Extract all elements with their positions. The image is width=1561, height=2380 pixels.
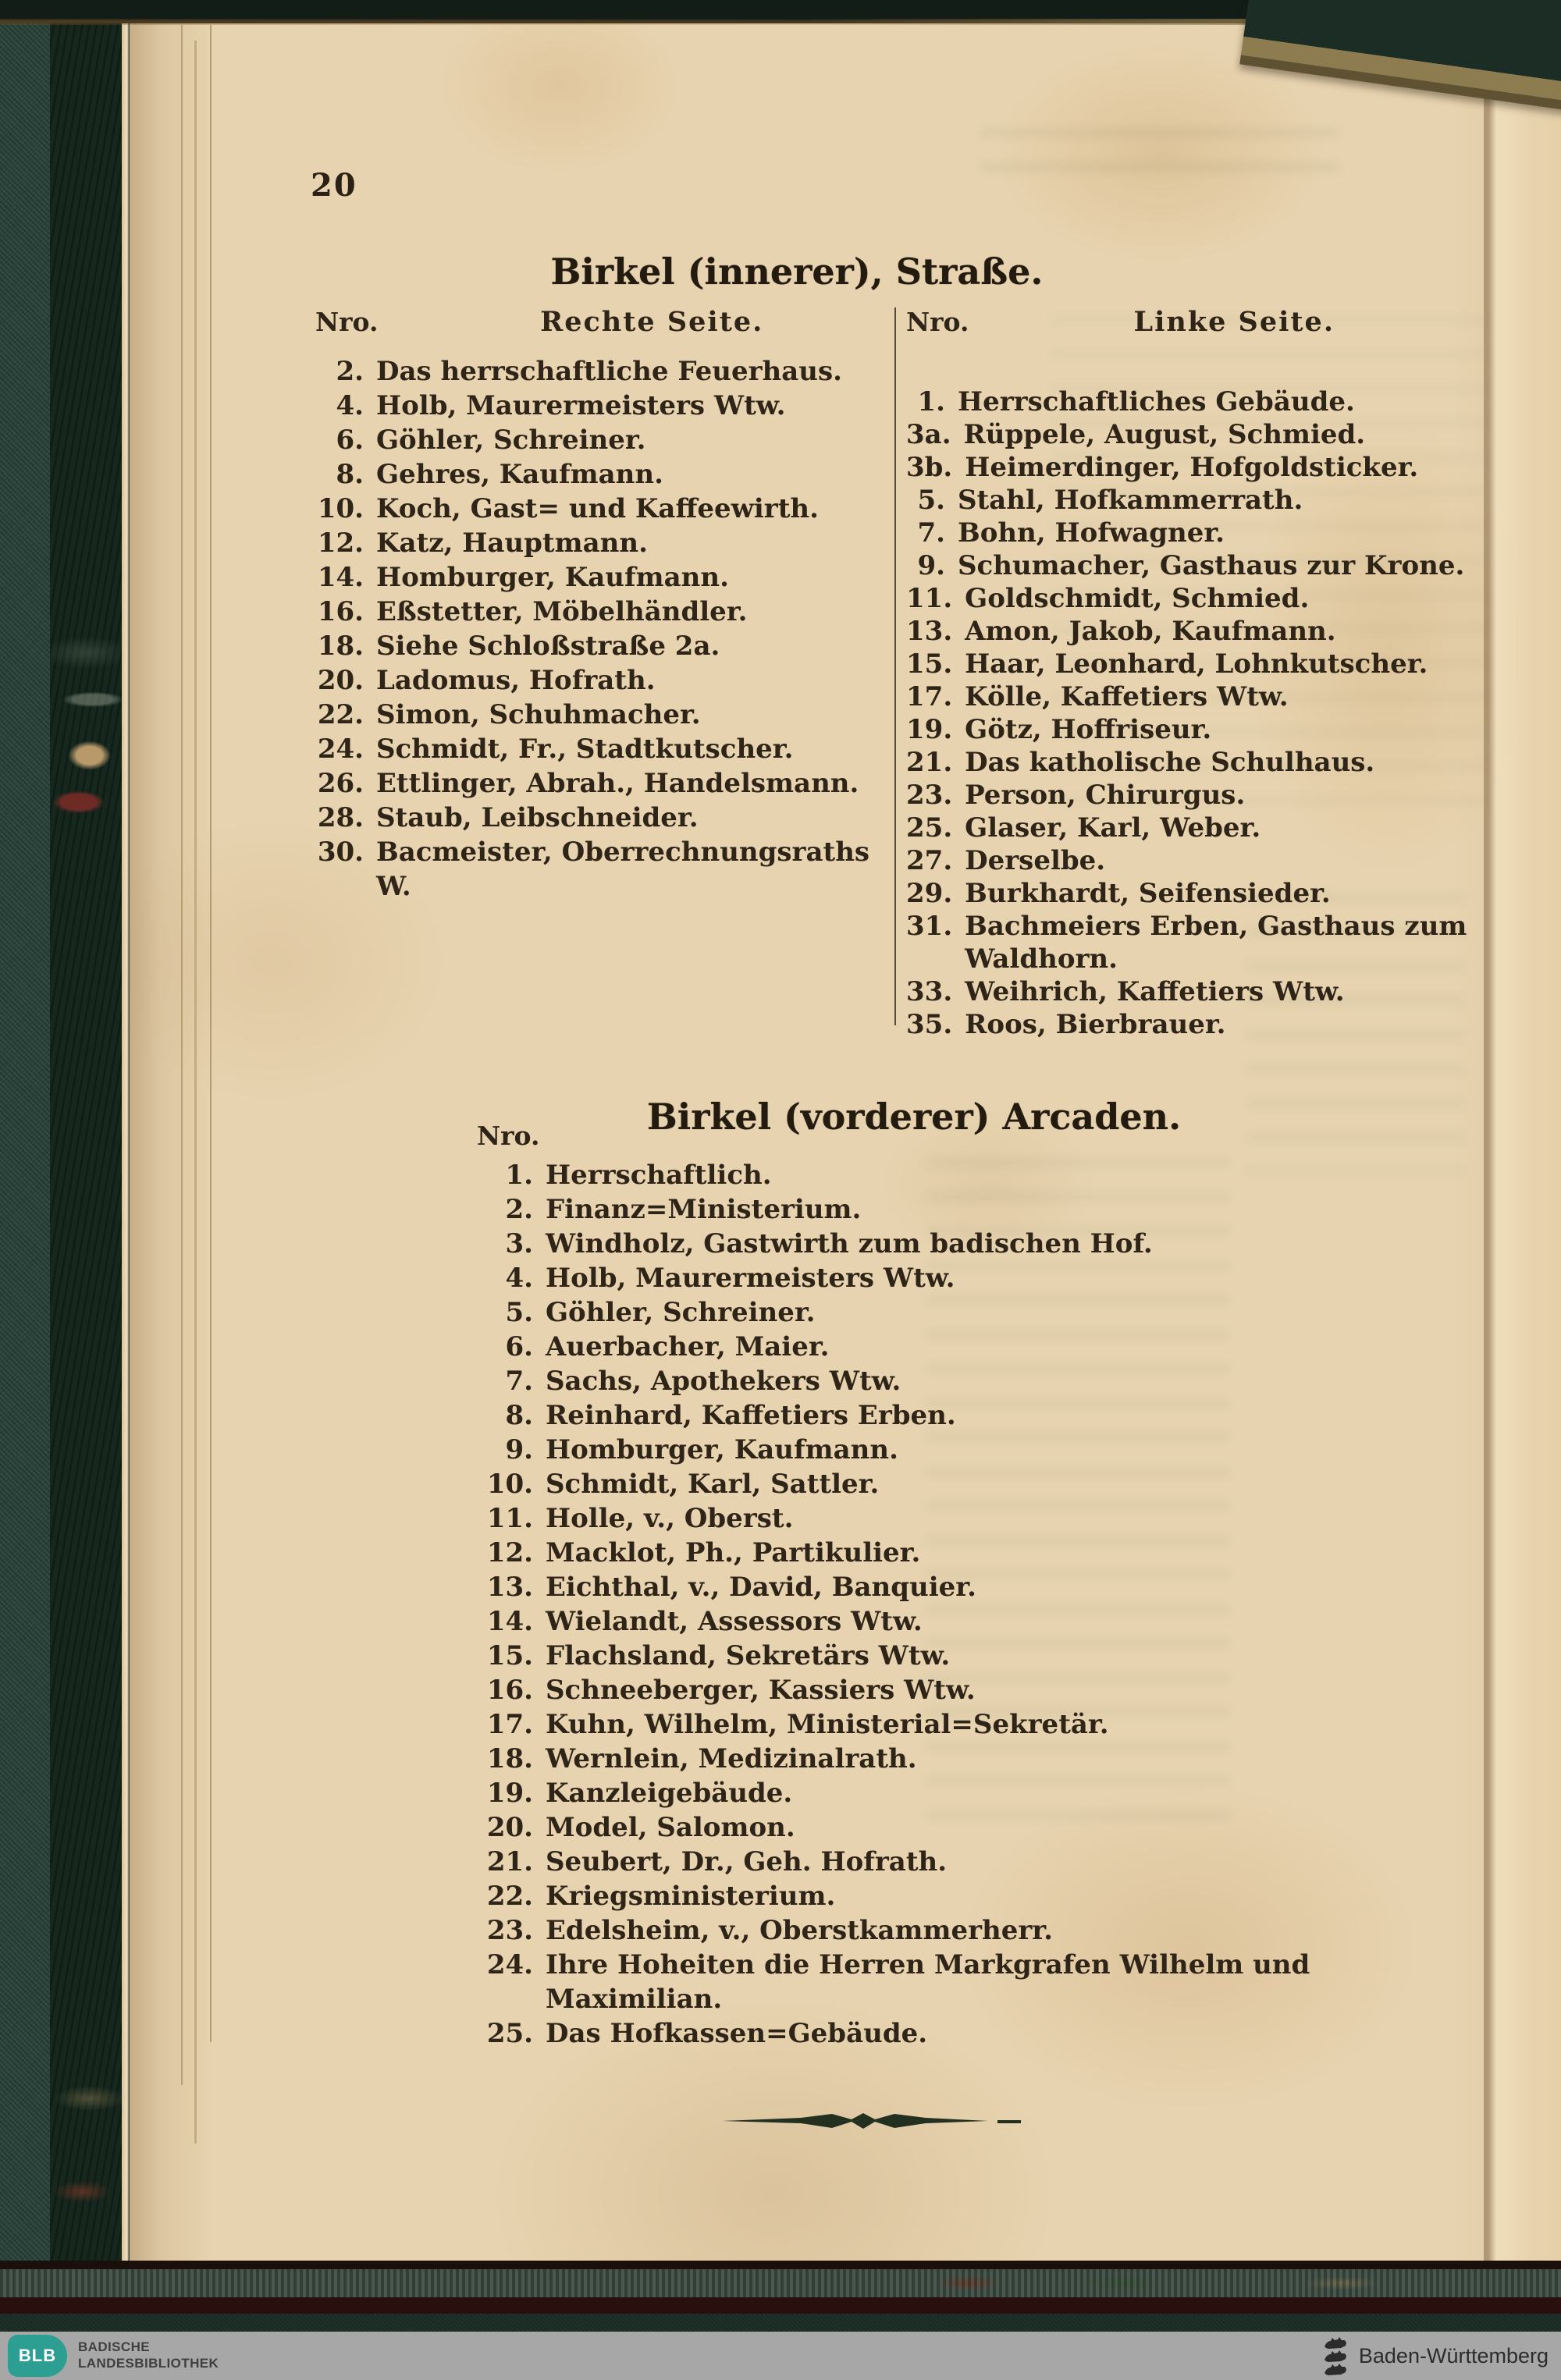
directory-entry: [906, 385, 1499, 418]
entry-text: Holb, Maurermeisters Wtw.: [546, 1263, 955, 1294]
entry-number: 9.: [505, 1434, 533, 1465]
entry-number: 19.: [906, 714, 953, 745]
entry-number: 17.: [906, 681, 953, 712]
directory-entry: [465, 1433, 1324, 1467]
entry-number: 27.: [906, 845, 953, 876]
entry-number: 5.: [917, 485, 945, 516]
entry-text: Goldschmidt, Schmied.: [965, 583, 1310, 614]
entry-text: Göhler, Schreiner.: [376, 424, 646, 456]
cover-bottom-cloth: [0, 2269, 1561, 2297]
directory-entry: [465, 1295, 1324, 1330]
coat-of-arms-icon: [1321, 2336, 1349, 2376]
directory-entry: [906, 975, 1499, 1008]
entry-text: Katz, Hauptmann.: [376, 528, 648, 559]
entry-number: 26.: [317, 768, 364, 799]
directory-entry: [906, 1008, 1499, 1041]
entry-text: Windholz, Gastwirth zum badischen Hof.: [546, 1228, 1153, 1259]
cover-bottom-felt: [0, 2314, 1561, 2332]
column-header-row: [315, 306, 885, 342]
entry-text: Schumacher, Gasthaus zur Krone.: [958, 550, 1465, 581]
entry-text: Das katholische Schulhaus.: [965, 747, 1375, 778]
entry-number: 21.: [486, 1846, 533, 1877]
entry-number: 5.: [505, 1297, 533, 1328]
library-footer-bar: [0, 2332, 1561, 2380]
entry-number: 11.: [906, 583, 953, 614]
entry-number: 25.: [486, 2018, 533, 2049]
entry-text: Homburger, Kaufmann.: [376, 562, 729, 593]
entry-text: Bachmeiers Erben, Gasthaus zum Waldhorn.: [965, 911, 1467, 975]
entry-text: Schneeberger, Kassiers Wtw.: [546, 1675, 976, 1706]
directory-entry: [906, 877, 1499, 910]
column-header-row: [906, 306, 1499, 342]
entry-list: [315, 354, 885, 904]
entry-text: Kriegsministerium.: [546, 1881, 836, 1912]
directory-entry: [465, 1639, 1324, 1673]
directory-entry: [906, 746, 1499, 779]
directory-entry: [465, 1707, 1324, 1742]
entry-number: 7.: [917, 517, 945, 549]
directory-entry: [315, 835, 885, 904]
entry-number: 7.: [505, 1366, 533, 1397]
entry-text: Model, Salomon.: [546, 1812, 795, 1843]
entry-number: 23.: [486, 1915, 533, 1946]
entry-text: Haar, Leonhard, Lohnkutscher.: [965, 648, 1428, 680]
entry-number: 24.: [317, 734, 364, 765]
library-name: [78, 2339, 219, 2371]
entry-text: Wernlein, Medizinalrath.: [546, 1743, 917, 1774]
entry-text: Siehe Schloßstraße 2a.: [376, 631, 720, 662]
entry-text: Kuhn, Wilhelm, Ministerial=Sekretär.: [546, 1709, 1109, 1740]
entry-number: 14.: [486, 1606, 533, 1637]
entry-text: Simon, Schuhmacher.: [376, 699, 701, 730]
entry-text: Staub, Leibschneider.: [376, 802, 699, 833]
entry-number: 3.: [505, 1228, 533, 1259]
entry-text: Stahl, Hofkammerrath.: [958, 485, 1303, 516]
library-name-line2: LANDESBIBLIOTHEK: [78, 2356, 219, 2371]
entry-number: 16.: [486, 1675, 533, 1706]
column-header: Rechte Seite.: [540, 306, 764, 338]
directory-entry: [315, 560, 885, 595]
directory-entry: [906, 451, 1499, 484]
entry-number: 22.: [317, 699, 364, 730]
entry-text: Koch, Gast= und Kaffeewirth.: [376, 493, 819, 524]
entry-number: 15.: [906, 648, 953, 680]
directory-entry: [465, 1501, 1324, 1536]
entry-number: 29.: [906, 878, 953, 909]
directory-entry: [906, 713, 1499, 746]
entry-number: 6.: [505, 1331, 533, 1362]
page-edge: [122, 0, 130, 2263]
entry-number: 9.: [917, 550, 945, 581]
directory-entry: [465, 1536, 1324, 1570]
entry-text: Das herrschaftliche Feuerhaus.: [376, 356, 842, 387]
entry-text: Sachs, Apothekers Wtw.: [546, 1366, 901, 1397]
entry-number: 17.: [486, 1709, 533, 1740]
directory-entry: [315, 423, 885, 457]
directory-entry: [315, 766, 885, 801]
section1-right-side-column: [315, 306, 885, 904]
entry-number: 23.: [906, 780, 953, 811]
marbled-endpaper: [50, 0, 122, 2332]
entry-text: Burkhardt, Seifensieder.: [965, 878, 1331, 909]
entry-number: 6.: [336, 424, 364, 456]
worn-gilt-edge: [0, 19, 1342, 25]
entry-number: 10.: [317, 493, 364, 524]
entry-text: Gehres, Kaufmann.: [376, 459, 663, 490]
entry-number: 4.: [505, 1263, 533, 1294]
entry-text: Ladomus, Hofrath.: [376, 665, 656, 696]
nro-label: Nro.: [477, 1121, 540, 1151]
directory-entry: [465, 2016, 1324, 2051]
directory-entry: [906, 615, 1499, 648]
entry-number: 33.: [906, 976, 953, 1007]
ornamental-divider-icon: [707, 2110, 1035, 2133]
entry-number: 3b.: [906, 452, 953, 483]
entry-number: 18.: [317, 631, 364, 662]
entry-number: 11.: [486, 1503, 533, 1534]
directory-entry: [465, 1742, 1324, 1776]
entry-number: 13.: [906, 616, 953, 647]
entry-text: Bacmeister, Oberrechnungsraths W.: [376, 837, 870, 902]
entry-text: Finanz=Ministerium.: [546, 1194, 862, 1225]
column-divider: [894, 307, 896, 1025]
ink-bleedthrough: [980, 128, 1339, 175]
entry-text: Kölle, Kaffetiers Wtw.: [965, 681, 1289, 712]
directory-entry: [465, 1467, 1324, 1501]
entry-text: Wielandt, Assessors Wtw.: [546, 1606, 923, 1637]
entry-text: Glaser, Karl, Weber.: [965, 812, 1261, 844]
directory-entry: [465, 1158, 1324, 1192]
entry-number: 18.: [486, 1743, 533, 1774]
book-page: [130, 19, 1561, 2261]
entry-number: 15.: [486, 1640, 533, 1671]
entry-text: Göhler, Schreiner.: [546, 1297, 816, 1328]
entry-text: Roos, Bierbrauer.: [965, 1009, 1226, 1040]
nro-label: Nro.: [906, 307, 969, 337]
entry-number: 10.: [486, 1469, 533, 1500]
entry-number: 20.: [317, 665, 364, 696]
entry-text: Flachsland, Sekretärs Wtw.: [546, 1640, 951, 1671]
directory-entry: [465, 1879, 1324, 1913]
entry-text: Reinhard, Kaffetiers Erben.: [546, 1400, 956, 1431]
directory-entry: [906, 910, 1499, 975]
directory-entry: [906, 844, 1499, 877]
directory-entry: [315, 389, 885, 423]
nro-label: Nro.: [315, 307, 379, 337]
directory-entry: [465, 1192, 1324, 1227]
directory-entry: [465, 1913, 1324, 1948]
directory-entry: [906, 484, 1499, 517]
directory-entry: [315, 457, 885, 492]
directory-entry: [465, 1810, 1324, 1845]
entry-number: 1.: [505, 1160, 533, 1191]
entry-number: 30.: [317, 837, 364, 868]
entry-number: 19.: [486, 1778, 533, 1809]
directory-entry: [465, 1261, 1324, 1295]
directory-entry: [906, 680, 1499, 713]
entry-text: Derselbe.: [965, 845, 1106, 876]
entry-number: 35.: [906, 1009, 953, 1040]
entry-text: Ihre Hoheiten die Herren Markgrafen Wilhelm und Maximilian.: [546, 1949, 1310, 2015]
entry-number: 4.: [336, 390, 364, 421]
entry-number: 8.: [505, 1400, 533, 1431]
entry-number: 12.: [486, 1537, 533, 1568]
directory-entry: [315, 732, 885, 766]
section1-left-side-column: [906, 306, 1499, 1041]
entry-text: Ettlinger, Abrah., Handelsmann.: [376, 768, 859, 799]
directory-entry: [315, 595, 885, 629]
state-name: Baden-Württemberg: [1358, 2343, 1549, 2368]
directory-entry: [315, 526, 885, 560]
directory-entry: [315, 354, 885, 389]
entry-number: 20.: [486, 1812, 533, 1843]
entry-list: [465, 1158, 1324, 2051]
entry-number: 31.: [906, 911, 953, 942]
entry-number: 25.: [906, 812, 953, 844]
entry-text: Holle, v., Oberst.: [546, 1503, 794, 1534]
directory-entry: [906, 779, 1499, 812]
state-branding: [1321, 2332, 1549, 2380]
column-header: Linke Seite.: [1133, 306, 1335, 338]
directory-entry: [906, 549, 1499, 582]
entry-number: 12.: [317, 528, 364, 559]
directory-entry: [465, 1845, 1324, 1879]
entry-text: Person, Chirurgus.: [965, 780, 1246, 811]
entry-text: Seubert, Dr., Geh. Hofrath.: [546, 1846, 948, 1877]
directory-entry: [315, 629, 885, 663]
directory-entry: [315, 663, 885, 698]
directory-entry: [315, 698, 885, 732]
gutter-crease-lines: [130, 25, 239, 2171]
entry-text: Weihrich, Kaffetiers Wtw.: [965, 976, 1345, 1007]
entry-text: Schmidt, Fr., Stadtkutscher.: [376, 734, 794, 765]
directory-entry: [465, 1673, 1324, 1707]
entry-text: Edelsheim, v., Oberstkammerherr.: [546, 1915, 1053, 1946]
directory-entry: [465, 1364, 1324, 1398]
directory-entry: [906, 517, 1499, 549]
entry-list: [906, 385, 1499, 1041]
entry-text: Macklot, Ph., Partikulier.: [546, 1537, 921, 1568]
section1-title: Birkel (innerer), Straße.: [550, 250, 1044, 293]
entry-number: 16.: [317, 596, 364, 627]
entry-number: 2.: [336, 356, 364, 387]
directory-entry: [906, 812, 1499, 844]
entry-text: Holb, Maurermeisters Wtw.: [376, 390, 786, 421]
directory-entry: [465, 1398, 1324, 1433]
entry-text: Bohn, Hofwagner.: [958, 517, 1225, 549]
entry-number: 24.: [486, 1949, 533, 1980]
directory-entry: [906, 648, 1499, 680]
entry-number: 8.: [336, 459, 364, 490]
entry-number: 21.: [906, 747, 953, 778]
blb-logo: BLB: [8, 2335, 67, 2377]
directory-entry: [465, 1570, 1324, 1604]
directory-entry: [465, 1330, 1324, 1364]
directory-entry: [465, 1604, 1324, 1639]
entry-text: Heimerdinger, Hofgoldsticker.: [965, 452, 1419, 483]
entry-text: Götz, Hoffriseur.: [965, 714, 1212, 745]
entry-number: 2.: [505, 1194, 533, 1225]
page-bottom-shadow: [0, 2261, 1561, 2269]
entry-text: Homburger, Kaufmann.: [546, 1434, 898, 1465]
entry-text: Auerbacher, Maier.: [546, 1331, 830, 1362]
entry-number: 13.: [486, 1572, 533, 1603]
entry-text: Amon, Jakob, Kaufmann.: [965, 616, 1336, 647]
directory-entry: [315, 801, 885, 835]
directory-entry: [465, 1776, 1324, 1810]
entry-text: Das Hofkassen=Gebäude.: [546, 2018, 928, 2049]
entry-text: Kanzleigebäude.: [546, 1778, 793, 1809]
entry-text: Rüppele, August, Schmied.: [963, 419, 1366, 450]
entry-number: 3a.: [906, 419, 951, 450]
entry-number: 14.: [317, 562, 364, 593]
directory-entry: [906, 418, 1499, 451]
directory-entry: [465, 1227, 1324, 1261]
entry-text: Schmidt, Karl, Sattler.: [546, 1469, 880, 1500]
entry-text: Herrschaftlich.: [546, 1160, 772, 1191]
directory-entry: [315, 492, 885, 526]
entry-number: 28.: [317, 802, 364, 833]
directory-entry: [906, 582, 1499, 615]
entry-text: Eichthal, v., David, Banquier.: [546, 1572, 976, 1603]
book-cover-cloth: [0, 0, 50, 2332]
page-number: 20: [311, 167, 357, 204]
cover-bottom-trim: [0, 2297, 1561, 2314]
entry-number: 22.: [486, 1881, 533, 1912]
library-name-line1: BADISCHE: [78, 2339, 150, 2354]
directory-entry: [465, 1948, 1324, 2016]
entry-number: 1.: [917, 386, 945, 417]
entry-text: Eßstetter, Möbelhändler.: [376, 596, 748, 627]
entry-text: Herrschaftliches Gebäude.: [958, 386, 1355, 417]
section2-title: Birkel (vorderer) Arcaden.: [646, 1096, 1182, 1138]
